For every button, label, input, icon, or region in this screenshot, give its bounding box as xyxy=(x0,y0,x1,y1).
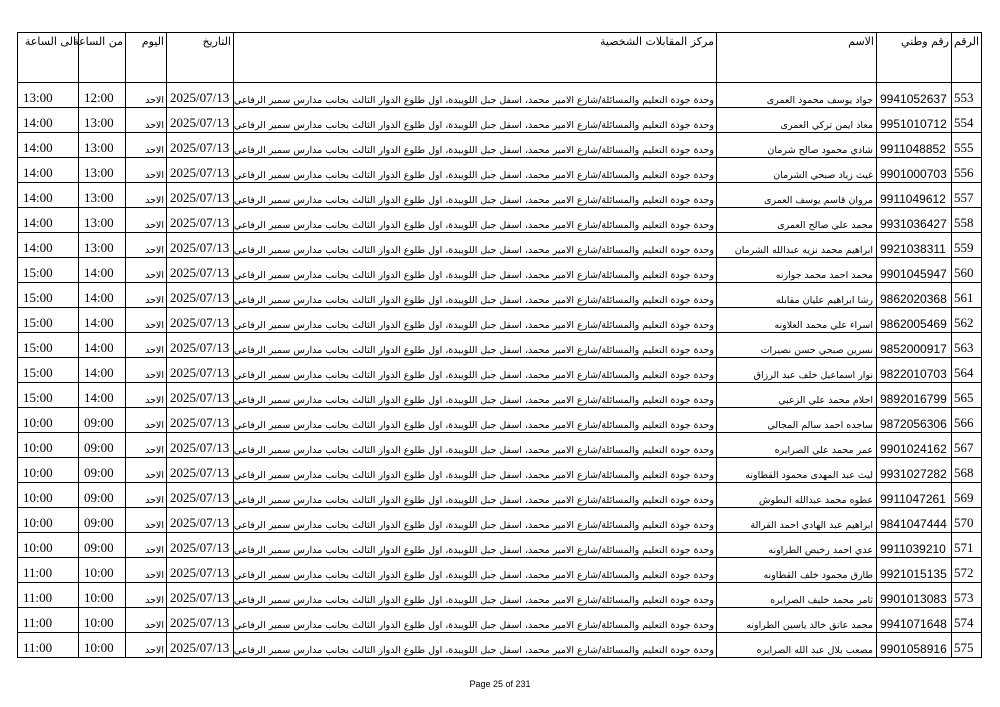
cell-day: الاحد xyxy=(126,283,167,308)
cell-from-time: 09:00 xyxy=(79,433,126,458)
header-to-time: الى الساعة xyxy=(18,33,79,83)
cell-date: 2025/07/13 xyxy=(167,83,234,108)
cell-center: وحدة جودة التعليم والمسائلة/شارع الامير محمد، اسفل جبل اللويبدة، اول طلوع الدوار الثالث بجانب مدارس سمير الرفاعي xyxy=(234,558,717,583)
cell-date: 2025/07/13 xyxy=(167,208,234,233)
cell-day: الاحد xyxy=(126,483,167,508)
cell-national-id: 9921038311 xyxy=(877,233,952,258)
cell-national-id: 9901058916 xyxy=(877,633,952,658)
cell-day: الاحد xyxy=(126,208,167,233)
header-national-id: رقم وطني xyxy=(877,33,952,83)
cell-day: الاحد xyxy=(126,83,167,108)
cell-day: الاحد xyxy=(126,183,167,208)
cell-date: 2025/07/13 xyxy=(167,633,234,658)
cell-date: 2025/07/13 xyxy=(167,483,234,508)
cell-national-id: 9941052637 xyxy=(877,83,952,108)
cell-national-id: 9951010712 xyxy=(877,108,952,133)
cell-to-time: 15:00 xyxy=(18,258,79,283)
cell-to-time: 14:00 xyxy=(18,133,79,158)
table-row xyxy=(18,433,982,458)
cell-to-time: 15:00 xyxy=(18,358,79,383)
cell-from-time: 09:00 xyxy=(79,458,126,483)
cell-date: 2025/07/13 xyxy=(167,608,234,633)
cell-day: الاحد xyxy=(126,258,167,283)
table-header-row xyxy=(18,33,982,83)
cell-national-id: 9901000703 xyxy=(877,158,952,183)
cell-to-time: 15:00 xyxy=(18,333,79,358)
cell-name: ثامر محمد خليف الصرايره xyxy=(717,583,877,608)
page-number: Page 25 of 231 xyxy=(469,679,531,689)
cell-to-time: 10:00 xyxy=(18,508,79,533)
cell-name: محمد احمد محمد جوارنه xyxy=(717,258,877,283)
cell-name: محمد عاتق خالد ياسين الطراونه xyxy=(717,608,877,633)
table-row xyxy=(18,158,982,183)
cell-date: 2025/07/13 xyxy=(167,158,234,183)
cell-center: وحدة جودة التعليم والمسائلة/شارع الامير محمد، اسفل جبل اللويبدة، اول طلوع الدوار الثالث بجانب مدارس سمير الرفاعي xyxy=(234,608,717,633)
cell-from-time: 10:00 xyxy=(79,608,126,633)
cell-center: وحدة جودة التعليم والمسائلة/شارع الامير محمد، اسفل جبل اللويبدة، اول طلوع الدوار الثالث بجانب مدارس سمير الرفاعي xyxy=(234,408,717,433)
cell-to-time: 15:00 xyxy=(18,308,79,333)
cell-num: 555 xyxy=(952,133,982,158)
cell-num: 566 xyxy=(952,408,982,433)
table-row xyxy=(18,258,982,283)
cell-center: وحدة جودة التعليم والمسائلة/شارع الامير محمد، اسفل جبل اللويبدة، اول طلوع الدوار الثالث بجانب مدارس سمير الرفاعي xyxy=(234,108,717,133)
cell-day: الاحد xyxy=(126,383,167,408)
cell-center: وحدة جودة التعليم والمسائلة/شارع الامير محمد، اسفل جبل اللويبدة، اول طلوع الدوار الثالث بجانب مدارس سمير الرفاعي xyxy=(234,458,717,483)
table-row xyxy=(18,333,982,358)
cell-date: 2025/07/13 xyxy=(167,533,234,558)
table-row xyxy=(18,408,982,433)
cell-day: الاحد xyxy=(126,408,167,433)
cell-num: 553 xyxy=(952,83,982,108)
cell-from-time: 14:00 xyxy=(79,283,126,308)
cell-center: وحدة جودة التعليم والمسائلة/شارع الامير محمد، اسفل جبل اللويبدة، اول طلوع الدوار الثالث بجانب مدارس سمير الرفاعي xyxy=(234,533,717,558)
cell-from-time: 09:00 xyxy=(79,508,126,533)
table-row xyxy=(18,133,982,158)
cell-from-time: 09:00 xyxy=(79,408,126,433)
cell-day: الاحد xyxy=(126,533,167,558)
cell-date: 2025/07/13 xyxy=(167,383,234,408)
cell-date: 2025/07/13 xyxy=(167,583,234,608)
cell-from-time: 13:00 xyxy=(79,208,126,233)
cell-date: 2025/07/13 xyxy=(167,183,234,208)
cell-name: غيث زياد صبحي الشرمان xyxy=(717,158,877,183)
cell-center: وحدة جودة التعليم والمسائلة/شارع الامير محمد، اسفل جبل اللويبدة، اول طلوع الدوار الثالث بجانب مدارس سمير الرفاعي xyxy=(234,133,717,158)
cell-name: مصعب بلال عبد الله الصرايره xyxy=(717,633,877,658)
cell-date: 2025/07/13 xyxy=(167,433,234,458)
table-row xyxy=(18,483,982,508)
cell-date: 2025/07/13 xyxy=(167,308,234,333)
cell-from-time: 14:00 xyxy=(79,358,126,383)
cell-center: وحدة جودة التعليم والمسائلة/شارع الامير محمد، اسفل جبل اللويبدة، اول طلوع الدوار الثالث بجانب مدارس سمير الرفاعي xyxy=(234,583,717,608)
cell-from-time: 09:00 xyxy=(79,483,126,508)
cell-date: 2025/07/13 xyxy=(167,258,234,283)
cell-national-id: 9872056306 xyxy=(877,408,952,433)
cell-to-time: 11:00 xyxy=(18,558,79,583)
table-row xyxy=(18,558,982,583)
table-row xyxy=(18,183,982,208)
cell-national-id: 9901045947 xyxy=(877,258,952,283)
cell-name: نسرين صبحي حسن نصيرات xyxy=(717,333,877,358)
cell-num: 564 xyxy=(952,358,982,383)
header-from-time: من الساعة xyxy=(79,33,126,83)
cell-national-id: 9862005469 xyxy=(877,308,952,333)
cell-num: 561 xyxy=(952,283,982,308)
table-row xyxy=(18,358,982,383)
table-row xyxy=(18,608,982,633)
cell-from-time: 10:00 xyxy=(79,633,126,658)
cell-to-time: 10:00 xyxy=(18,408,79,433)
cell-name: عطوه محمد عبدالله البطوش xyxy=(717,483,877,508)
cell-national-id: 9852000917 xyxy=(877,333,952,358)
cell-to-time: 11:00 xyxy=(18,583,79,608)
cell-national-id: 9862020368 xyxy=(877,283,952,308)
table-row xyxy=(18,583,982,608)
cell-center: وحدة جودة التعليم والمسائلة/شارع الامير محمد، اسفل جبل اللويبدة، اول طلوع الدوار الثالث بجانب مدارس سمير الرفاعي xyxy=(234,633,717,658)
cell-center: وحدة جودة التعليم والمسائلة/شارع الامير محمد، اسفل جبل اللويبدة، اول طلوع الدوار الثالث بجانب مدارس سمير الرفاعي xyxy=(234,358,717,383)
cell-name: ابراهيم محمد نزيه عبدالله الشرمان xyxy=(717,233,877,258)
cell-name: نوار اسماعيل خلف عبد الرزاق xyxy=(717,358,877,383)
cell-num: 556 xyxy=(952,158,982,183)
table-row xyxy=(18,108,982,133)
cell-from-time: 14:00 xyxy=(79,333,126,358)
cell-from-time: 13:00 xyxy=(79,108,126,133)
cell-name: رشا ابراهيم عليان مقابله xyxy=(717,283,877,308)
cell-from-time: 09:00 xyxy=(79,533,126,558)
cell-num: 560 xyxy=(952,258,982,283)
cell-to-time: 14:00 xyxy=(18,233,79,258)
cell-day: الاحد xyxy=(126,608,167,633)
table-row xyxy=(18,283,982,308)
header-date: التاريخ xyxy=(167,33,234,83)
cell-day: الاحد xyxy=(126,133,167,158)
table-body xyxy=(18,83,982,658)
cell-to-time: 13:00 xyxy=(18,83,79,108)
cell-num: 558 xyxy=(952,208,982,233)
cell-num: 562 xyxy=(952,308,982,333)
cell-center: وحدة جودة التعليم والمسائلة/شارع الامير محمد، اسفل جبل اللويبدة، اول طلوع الدوار الثالث بجانب مدارس سمير الرفاعي xyxy=(234,233,717,258)
cell-center: وحدة جودة التعليم والمسائلة/شارع الامير محمد، اسفل جبل اللويبدة، اول طلوع الدوار الثالث بجانب مدارس سمير الرفاعي xyxy=(234,483,717,508)
cell-national-id: 9911049612 xyxy=(877,183,952,208)
cell-day: الاحد xyxy=(126,508,167,533)
cell-name: محمد علي صالح العمرى xyxy=(717,208,877,233)
cell-name: اسراء علي محمد العلاونه xyxy=(717,308,877,333)
header-center: مركز المقابلات الشخصية xyxy=(234,33,717,83)
cell-day: الاحد xyxy=(126,583,167,608)
table-row xyxy=(18,458,982,483)
cell-to-time: 10:00 xyxy=(18,483,79,508)
cell-day: الاحد xyxy=(126,108,167,133)
table-row xyxy=(18,83,982,108)
cell-to-time: 11:00 xyxy=(18,633,79,658)
cell-date: 2025/07/13 xyxy=(167,558,234,583)
cell-num: 573 xyxy=(952,583,982,608)
cell-to-time: 10:00 xyxy=(18,533,79,558)
cell-date: 2025/07/13 xyxy=(167,133,234,158)
cell-name: ليث عبد المهدى محمود القطاونه xyxy=(717,458,877,483)
cell-center: وحدة جودة التعليم والمسائلة/شارع الامير محمد، اسفل جبل اللويبدة، اول طلوع الدوار الثالث بجانب مدارس سمير الرفاعي xyxy=(234,283,717,308)
cell-day: الاحد xyxy=(126,558,167,583)
table-row xyxy=(18,508,982,533)
cell-day: الاحد xyxy=(126,633,167,658)
schedule-sheet xyxy=(17,32,981,658)
cell-to-time: 10:00 xyxy=(18,458,79,483)
cell-center: وحدة جودة التعليم والمسائلة/شارع الامير محمد، اسفل جبل اللويبدة، اول طلوع الدوار الثالث بجانب مدارس سمير الرفاعي xyxy=(234,208,717,233)
table-row xyxy=(18,308,982,333)
cell-center: وحدة جودة التعليم والمسائلة/شارع الامير محمد، اسفل جبل اللويبدة، اول طلوع الدوار الثالث بجانب مدارس سمير الرفاعي xyxy=(234,508,717,533)
cell-name: معاذ ايمن تركي العمرى xyxy=(717,108,877,133)
cell-day: الاحد xyxy=(126,458,167,483)
cell-name: طارق محمود خلف القطاونه xyxy=(717,558,877,583)
cell-num: 571 xyxy=(952,533,982,558)
interview-schedule-table xyxy=(17,32,982,658)
cell-day: الاحد xyxy=(126,233,167,258)
cell-center: وحدة جودة التعليم والمسائلة/شارع الامير محمد، اسفل جبل اللويبدة، اول طلوع الدوار الثالث بجانب مدارس سمير الرفاعي xyxy=(234,258,717,283)
cell-center: وحدة جودة التعليم والمسائلة/شارع الامير محمد، اسفل جبل اللويبدة، اول طلوع الدوار الثالث بجانب مدارس سمير الرفاعي xyxy=(234,83,717,108)
cell-name: عدي احمد رخيص الطراونه xyxy=(717,533,877,558)
cell-name: ساجده احمد سالم المجالي xyxy=(717,408,877,433)
cell-name: عمر محمد علي الصرايره xyxy=(717,433,877,458)
cell-center: وحدة جودة التعليم والمسائلة/شارع الامير محمد، اسفل جبل اللويبدة، اول طلوع الدوار الثالث بجانب مدارس سمير الرفاعي xyxy=(234,433,717,458)
cell-name: مروان قاسم يوسف العمرى xyxy=(717,183,877,208)
cell-to-time: 14:00 xyxy=(18,208,79,233)
cell-center: وحدة جودة التعليم والمسائلة/شارع الامير محمد، اسفل جبل اللويبدة، اول طلوع الدوار الثالث بجانب مدارس سمير الرفاعي xyxy=(234,308,717,333)
cell-num: 570 xyxy=(952,508,982,533)
cell-day: الاحد xyxy=(126,433,167,458)
cell-num: 574 xyxy=(952,608,982,633)
cell-from-time: 12:00 xyxy=(79,83,126,108)
cell-date: 2025/07/13 xyxy=(167,408,234,433)
cell-to-time: 14:00 xyxy=(18,108,79,133)
cell-num: 565 xyxy=(952,383,982,408)
cell-date: 2025/07/13 xyxy=(167,333,234,358)
cell-num: 567 xyxy=(952,433,982,458)
cell-date: 2025/07/13 xyxy=(167,508,234,533)
cell-name: احلام محمد علي الزعبي xyxy=(717,383,877,408)
cell-from-time: 13:00 xyxy=(79,133,126,158)
cell-from-time: 14:00 xyxy=(79,383,126,408)
cell-date: 2025/07/13 xyxy=(167,283,234,308)
cell-national-id: 9911048852 xyxy=(877,133,952,158)
cell-national-id: 9892016799 xyxy=(877,383,952,408)
header-num: الرقم xyxy=(952,33,982,83)
cell-national-id: 9901013083 xyxy=(877,583,952,608)
cell-num: 572 xyxy=(952,558,982,583)
cell-day: الاحد xyxy=(126,333,167,358)
cell-num: 569 xyxy=(952,483,982,508)
cell-national-id: 9841047444 xyxy=(877,508,952,533)
cell-name: جواد يوسف محمود العمرى xyxy=(717,83,877,108)
cell-from-time: 10:00 xyxy=(79,583,126,608)
cell-num: 563 xyxy=(952,333,982,358)
cell-date: 2025/07/13 xyxy=(167,108,234,133)
cell-day: الاحد xyxy=(126,308,167,333)
cell-from-time: 13:00 xyxy=(79,183,126,208)
cell-num: 559 xyxy=(952,233,982,258)
cell-num: 575 xyxy=(952,633,982,658)
cell-num: 554 xyxy=(952,108,982,133)
cell-to-time: 15:00 xyxy=(18,383,79,408)
cell-center: وحدة جودة التعليم والمسائلة/شارع الامير محمد، اسفل جبل اللويبدة، اول طلوع الدوار الثالث بجانب مدارس سمير الرفاعي xyxy=(234,383,717,408)
cell-date: 2025/07/13 xyxy=(167,358,234,383)
cell-national-id: 9822010703 xyxy=(877,358,952,383)
cell-to-time: 14:00 xyxy=(18,183,79,208)
cell-date: 2025/07/13 xyxy=(167,233,234,258)
header-day: اليوم xyxy=(126,33,167,83)
cell-national-id: 9941071648 xyxy=(877,608,952,633)
cell-to-time: 14:00 xyxy=(18,158,79,183)
cell-center: وحدة جودة التعليم والمسائلة/شارع الامير محمد، اسفل جبل اللويبدة، اول طلوع الدوار الثالث بجانب مدارس سمير الرفاعي xyxy=(234,183,717,208)
table-row xyxy=(18,633,982,658)
cell-to-time: 15:00 xyxy=(18,283,79,308)
cell-num: 557 xyxy=(952,183,982,208)
cell-from-time: 10:00 xyxy=(79,558,126,583)
cell-from-time: 14:00 xyxy=(79,258,126,283)
header-name: الاسم xyxy=(717,33,877,83)
cell-num: 568 xyxy=(952,458,982,483)
cell-national-id: 9921015135 xyxy=(877,558,952,583)
cell-center: وحدة جودة التعليم والمسائلة/شارع الامير محمد، اسفل جبل اللويبدة، اول طلوع الدوار الثالث بجانب مدارس سمير الرفاعي xyxy=(234,333,717,358)
cell-national-id: 9901024162 xyxy=(877,433,952,458)
cell-center: وحدة جودة التعليم والمسائلة/شارع الامير محمد، اسفل جبل اللويبدة، اول طلوع الدوار الثالث بجانب مدارس سمير الرفاعي xyxy=(234,158,717,183)
table-row xyxy=(18,208,982,233)
cell-to-time: 10:00 xyxy=(18,433,79,458)
cell-day: الاحد xyxy=(126,158,167,183)
cell-from-time: 13:00 xyxy=(79,158,126,183)
cell-national-id: 9931027282 xyxy=(877,458,952,483)
cell-date: 2025/07/13 xyxy=(167,458,234,483)
table-row xyxy=(18,233,982,258)
cell-day: الاحد xyxy=(126,358,167,383)
cell-national-id: 9911039210 xyxy=(877,533,952,558)
cell-name: ابراهيم عبد الهادي احمد القرالة xyxy=(717,508,877,533)
cell-name: شادي محمود صالح شرمان xyxy=(717,133,877,158)
cell-to-time: 11:00 xyxy=(18,608,79,633)
cell-from-time: 14:00 xyxy=(79,308,126,333)
table-row xyxy=(18,383,982,408)
cell-national-id: 9911047261 xyxy=(877,483,952,508)
cell-national-id: 9931036427 xyxy=(877,208,952,233)
table-row xyxy=(18,533,982,558)
cell-from-time: 13:00 xyxy=(79,233,126,258)
